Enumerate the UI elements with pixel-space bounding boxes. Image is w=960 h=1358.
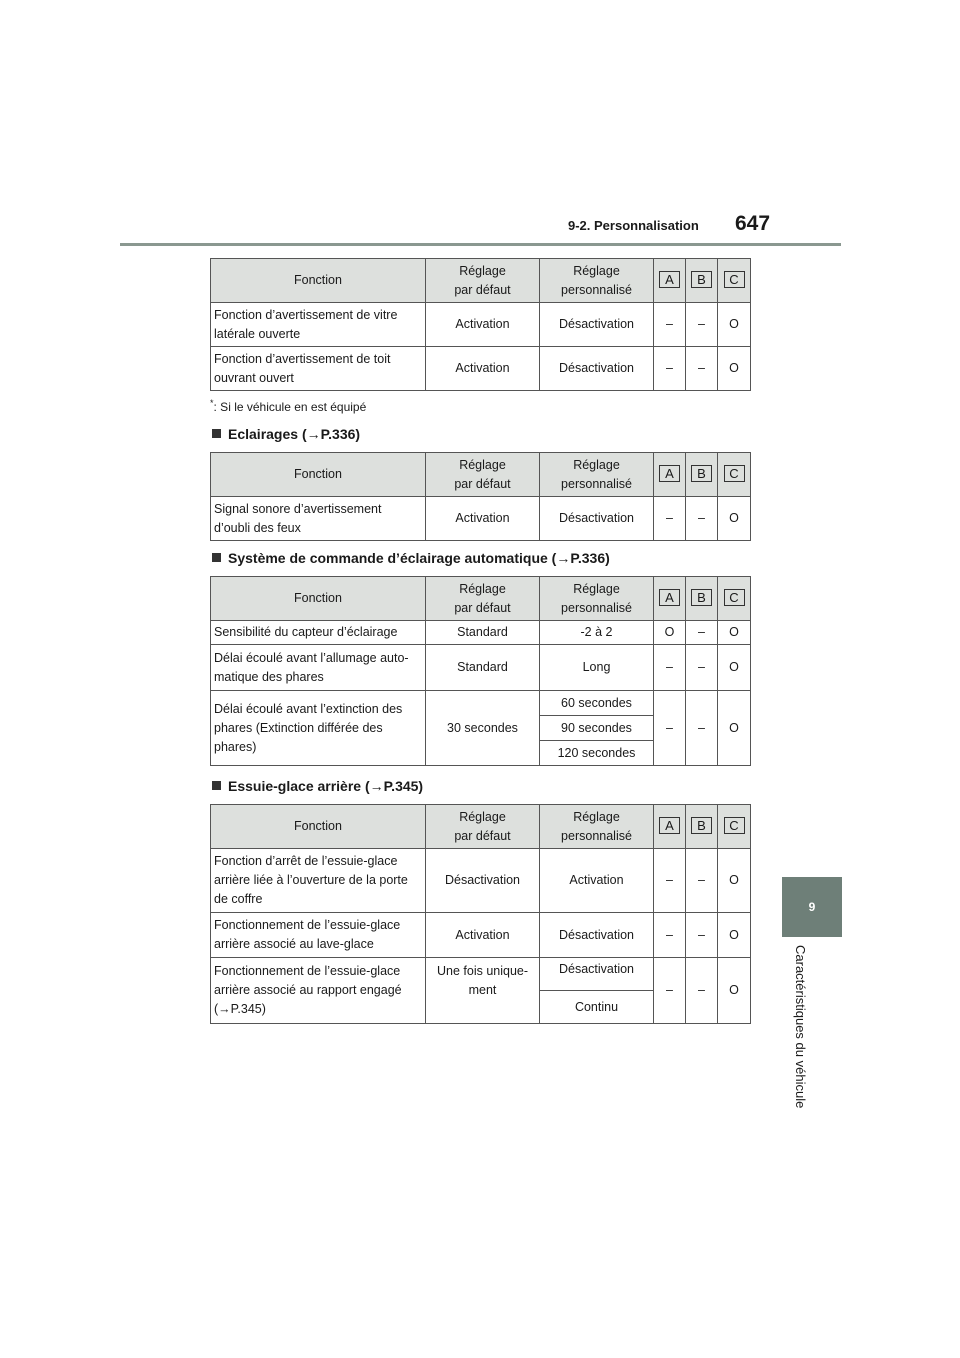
- col-a: A: [654, 805, 686, 849]
- col-a: A: [654, 453, 686, 497]
- table-header-row: [211, 453, 751, 497]
- col-b: B: [686, 453, 718, 497]
- cell-custom: 120 secondes: [540, 741, 654, 766]
- cell-c: O: [718, 958, 751, 1024]
- cell-a: O: [654, 621, 686, 645]
- table-header-row: [211, 577, 751, 621]
- table-row: [211, 347, 751, 391]
- cell-b: –: [686, 645, 718, 691]
- table-row: [211, 913, 751, 958]
- cell-a: –: [654, 691, 686, 766]
- cell-function: Fonction d’avertissement de toit ouvrant ouvert: [211, 347, 426, 391]
- cell-custom: Désactivation: [540, 958, 654, 991]
- section-title-eclairages: Eclairages (→P.336): [212, 426, 360, 442]
- cell-a: –: [654, 645, 686, 691]
- cell-function: Fonctionnement de l’essuie-glace arrière associé au rapport engagé (→P.345): [211, 958, 426, 1024]
- cell-c: O: [718, 849, 751, 913]
- table-header-row: [211, 805, 751, 849]
- table-row: [211, 645, 751, 691]
- section-header: 9-2. Personnalisation: [568, 218, 699, 233]
- cell-custom: Désactivation: [540, 347, 654, 391]
- cell-b: –: [686, 913, 718, 958]
- cell-a: –: [654, 347, 686, 391]
- cell-function: Délai écoulé avant l’allumage auto- matique des phares: [211, 645, 426, 691]
- cell-default: Activation: [426, 497, 540, 541]
- cell-function: Délai écoulé avant l’extinction des phares (Extinction différée des phares): [211, 691, 426, 766]
- table-essuie-glace: [210, 804, 751, 1024]
- col-default: Réglage par défaut: [426, 805, 540, 849]
- chapter-tab: [782, 877, 842, 937]
- page-number: 647: [735, 212, 771, 235]
- col-default: Réglage par défaut: [426, 453, 540, 497]
- cell-function: Sensibilité du capteur d’éclairage: [211, 621, 426, 645]
- cell-default: Standard: [426, 621, 540, 645]
- bullet-square-icon: [212, 429, 221, 438]
- col-custom: Réglage personnalisé: [540, 453, 654, 497]
- col-c: C: [718, 259, 751, 303]
- cell-c: O: [718, 621, 751, 645]
- cell-c: O: [718, 691, 751, 766]
- col-custom: Réglage personnalisé: [540, 805, 654, 849]
- col-c: C: [718, 577, 751, 621]
- table-row: [211, 497, 751, 541]
- cell-default: Activation: [426, 913, 540, 958]
- col-a: A: [654, 259, 686, 303]
- cell-function: Fonctionnement de l’essuie-glace arrière associé au lave-glace: [211, 913, 426, 958]
- table-commande-eclairage: [210, 576, 751, 766]
- cell-b: –: [686, 303, 718, 347]
- cell-custom: Désactivation: [540, 497, 654, 541]
- cell-default: Standard: [426, 645, 540, 691]
- col-a: A: [654, 577, 686, 621]
- arrow-right-icon: →: [369, 778, 384, 794]
- arrow-right-icon: →: [556, 550, 571, 566]
- col-fonction: Fonction: [211, 577, 426, 621]
- cell-b: –: [686, 958, 718, 1024]
- col-default: Réglage par défaut: [426, 577, 540, 621]
- cell-custom: Désactivation: [540, 303, 654, 347]
- cell-default: Une fois unique- ment: [426, 958, 540, 1024]
- col-fonction: Fonction: [211, 805, 426, 849]
- cell-custom: 60 secondes: [540, 691, 654, 716]
- cell-function: Fonction d’arrêt de l’essuie-glace arrière liée à l’ouverture de la porte de coffre: [211, 849, 426, 913]
- cell-custom: -2 à 2: [540, 621, 654, 645]
- table-row: [211, 958, 751, 991]
- table-row: [211, 691, 751, 716]
- cell-b: –: [686, 497, 718, 541]
- cell-function: Fonction d’avertissement de vitre latérale ouverte: [211, 303, 426, 347]
- chapter-label: Caractéristiques du véhicule: [793, 945, 808, 1109]
- section-title-commande-eclairage: Système de commande d’éclairage automatique (→P.336): [212, 550, 610, 566]
- table-header-row: [211, 259, 751, 303]
- table-row: [211, 303, 751, 347]
- cell-c: O: [718, 913, 751, 958]
- col-b: B: [686, 805, 718, 849]
- cell-a: –: [654, 497, 686, 541]
- cell-c: O: [718, 347, 751, 391]
- cell-a: –: [654, 303, 686, 347]
- bullet-square-icon: [212, 553, 221, 562]
- cell-function: Signal sonore d’avertissement d’oubli des feux: [211, 497, 426, 541]
- cell-b: –: [686, 849, 718, 913]
- cell-default: 30 secondes: [426, 691, 540, 766]
- table-lights-warnings: [210, 258, 751, 391]
- cell-custom: Long: [540, 645, 654, 691]
- cell-a: –: [654, 958, 686, 1024]
- table-row: [211, 849, 751, 913]
- bullet-square-icon: [212, 781, 221, 790]
- cell-b: –: [686, 621, 718, 645]
- cell-a: –: [654, 913, 686, 958]
- cell-custom: Activation: [540, 849, 654, 913]
- col-c: C: [718, 805, 751, 849]
- col-custom: Réglage personnalisé: [540, 577, 654, 621]
- col-b: B: [686, 577, 718, 621]
- cell-custom: Continu: [540, 991, 654, 1024]
- header-rule: [120, 243, 841, 246]
- table-eclairages: [210, 452, 751, 541]
- cell-b: –: [686, 347, 718, 391]
- table-row: [211, 621, 751, 645]
- section-title-essuie-glace: Essuie-glace arrière (→P.345): [212, 778, 423, 794]
- footnote: *: Si le véhicule en est équipé: [210, 398, 367, 414]
- col-default: Réglage par défaut: [426, 259, 540, 303]
- col-fonction: Fonction: [211, 259, 426, 303]
- col-fonction: Fonction: [211, 453, 426, 497]
- col-c: C: [718, 453, 751, 497]
- cell-default: Activation: [426, 303, 540, 347]
- cell-default: Désactivation: [426, 849, 540, 913]
- cell-b: –: [686, 691, 718, 766]
- cell-default: Activation: [426, 347, 540, 391]
- chapter-number: 9: [808, 900, 816, 914]
- col-b: B: [686, 259, 718, 303]
- cell-custom: Désactivation: [540, 913, 654, 958]
- cell-c: O: [718, 303, 751, 347]
- cell-c: O: [718, 645, 751, 691]
- cell-a: –: [654, 849, 686, 913]
- col-custom: Réglage personnalisé: [540, 259, 654, 303]
- arrow-right-icon: →: [306, 426, 321, 442]
- cell-custom: 90 secondes: [540, 716, 654, 741]
- cell-c: O: [718, 497, 751, 541]
